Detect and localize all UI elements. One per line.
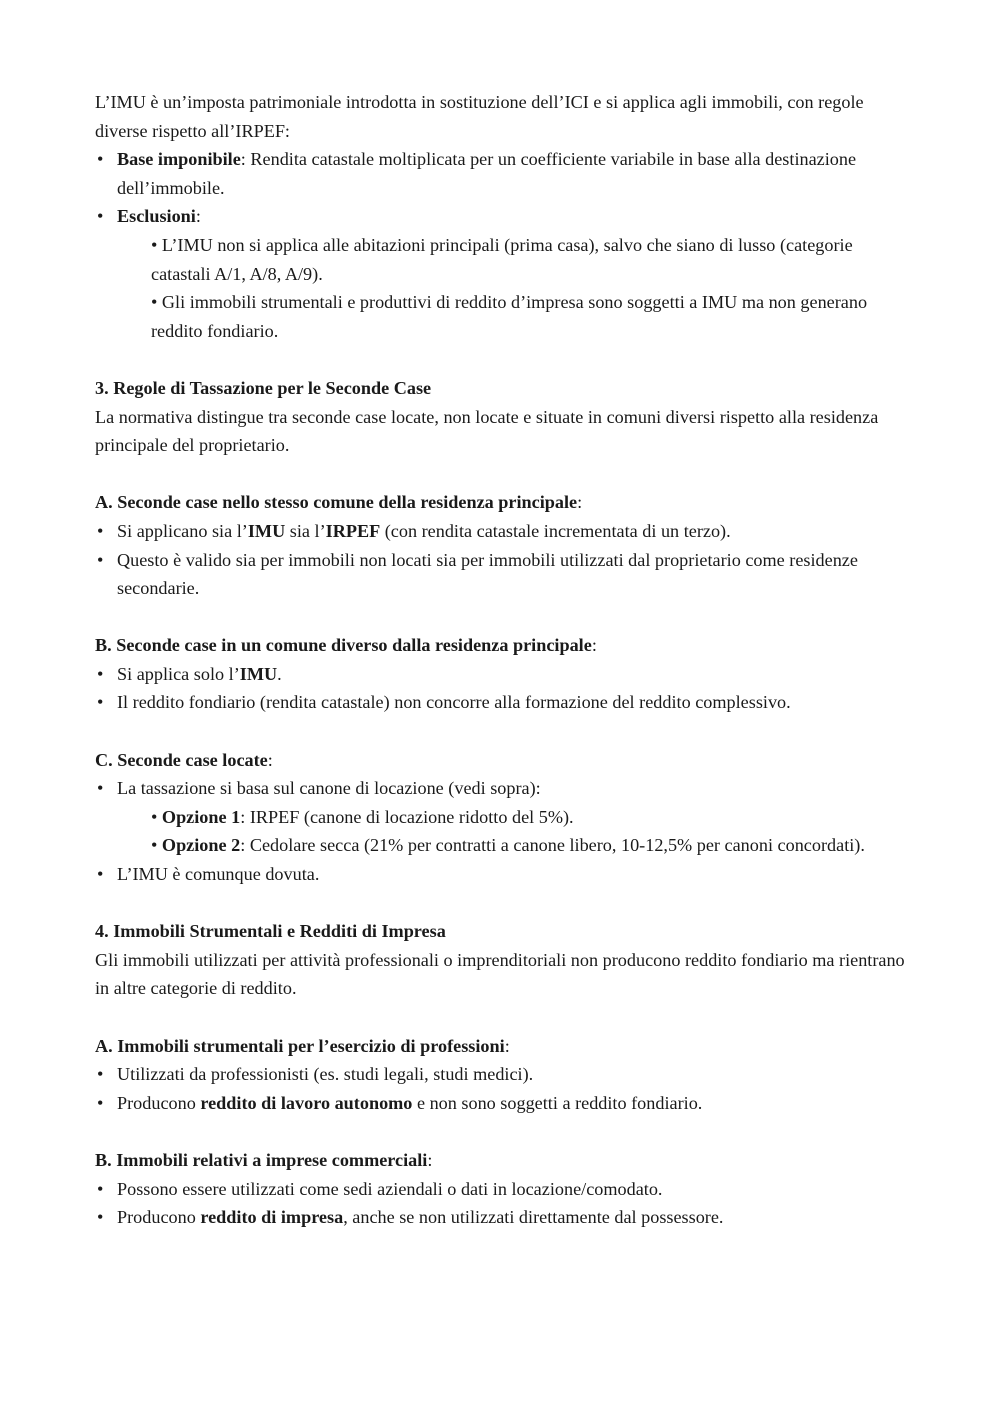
section-paragraph: Gli immobili utilizzati per attività professionali o imprenditoriali non producono reddito fondiario ma rientrano in altre categorie di reddito.	[95, 949, 905, 999]
subsection-heading: B. Immobili relativi a imprese commerciali:	[95, 1149, 433, 1170]
section-heading: 4. Immobili Strumentali e Redditi di Impresa	[95, 921, 446, 942]
list-item: • Base imponibile: Rendita catastale moltiplicata per un coefficiente variabile in base alla destinazione dell’immobile.	[97, 149, 857, 198]
list-item: • Si applica solo l’IMU.	[97, 663, 282, 684]
subsection-heading: A. Seconde case nello stesso comune della residenza principale:	[95, 492, 583, 513]
section-heading: 3. Regole di Tassazione per le Seconde Case	[95, 377, 432, 398]
term-base-imponibile: Base imponibile	[117, 149, 241, 170]
list-item: • Producono reddito di lavoro autonomo e non sono soggetti a reddito fondiario.	[97, 1092, 703, 1113]
sub-list-item: • Opzione 1: IRPEF (canone di locazione ridotto del 5%).	[151, 806, 574, 827]
sub-list-item: • L’IMU non si applica alle abitazioni principali (prima casa), salvo che siano di lusso (categorie catastali A/1, A/8, A/9).	[151, 234, 853, 284]
list-item: • L’IMU è comunque dovuta.	[97, 864, 320, 885]
subsection-heading: C. Seconde case locate:	[95, 749, 273, 770]
list-item: • La tassazione si basa sul canone di locazione (vedi sopra):	[97, 778, 541, 799]
document-body	[95, 88, 910, 1232]
list-item: • Questo è valido sia per immobili non locati sia per immobili utilizzati dal proprietario come residenze secondarie.	[97, 549, 858, 599]
intro-paragraph: L’IMU è un’imposta patrimoniale introdotta in sostituzione dell’ICI e si applica agli immobili, con regole diverse rispetto all’IRPEF:	[95, 92, 864, 141]
term-esclusioni: Esclusioni	[117, 206, 196, 227]
list-item: • Il reddito fondiario (rendita catastale) non concorre alla formazione del reddito complessivo.	[97, 692, 791, 713]
list-item: • Utilizzati da professionisti (es. studi legali, studi medici).	[97, 1064, 534, 1085]
list-item: • Si applicano sia l’IMU sia l’IRPEF (con rendita catastale incrementata di un terzo).	[97, 520, 731, 541]
list-item: • Esclusioni:	[97, 206, 201, 227]
list-item: • Possono essere utilizzati come sedi aziendali o dati in locazione/comodato.	[97, 1178, 663, 1199]
sub-list-item: • Gli immobili strumentali e produttivi di reddito d’impresa sono soggetti a IMU ma non generano reddito fondiario.	[151, 292, 868, 341]
sub-list-item: • Opzione 2: Cedolare secca (21% per contratti a canone libero, 10-12,5% per canoni concordati).	[151, 835, 865, 856]
list-item: • Producono reddito di impresa, anche se non utilizzati direttamente dal possessore.	[97, 1207, 724, 1228]
subsection-heading: B. Seconde case in un comune diverso dalla residenza principale:	[95, 635, 597, 656]
subsection-heading: A. Immobili strumentali per l’esercizio di professioni:	[95, 1035, 510, 1056]
section-paragraph: La normativa distingue tra seconde case locate, non locate e situate in comuni diversi rispetto alla residenza principale del proprietario.	[95, 406, 879, 456]
